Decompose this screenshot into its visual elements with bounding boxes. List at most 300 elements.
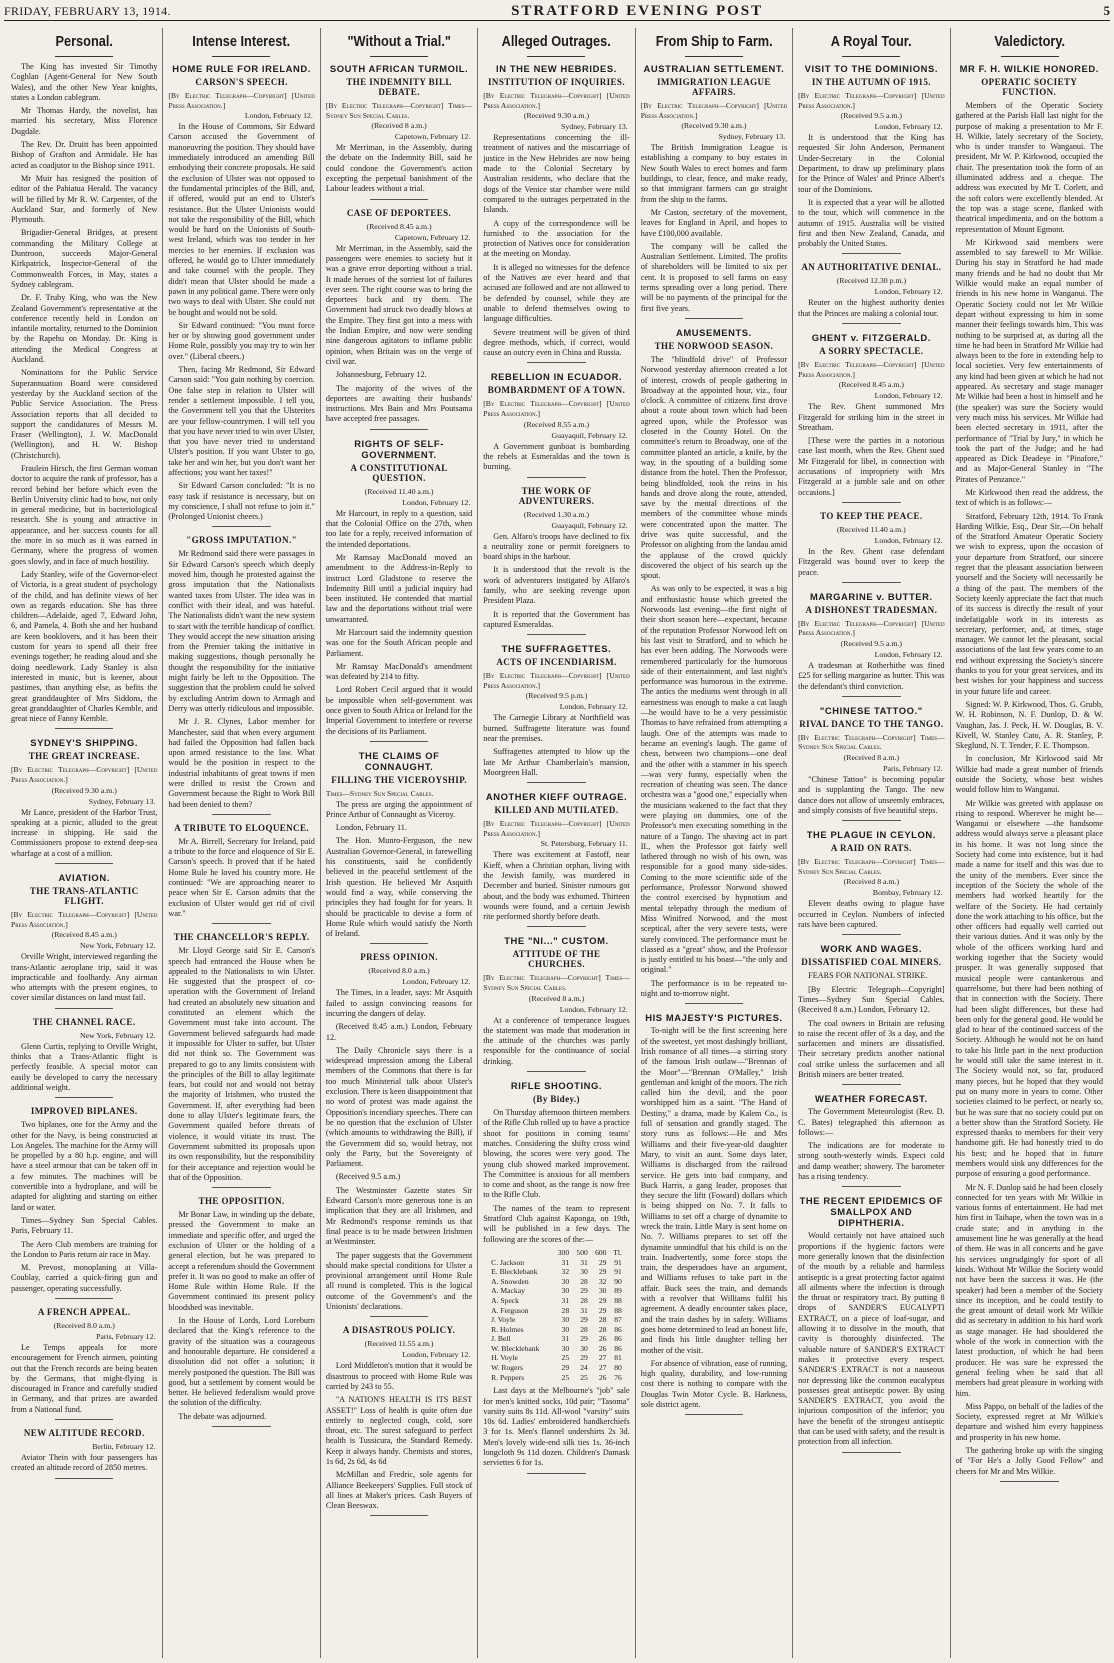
scores-cell: 29 [580,1353,588,1363]
paragraph: Times—Sydney Sun Special Cables. Paris, February 11. [11,1215,158,1236]
scores-cell: 31 [561,1257,570,1267]
scores-cell: 30 [561,1286,570,1296]
scores-cell: 25 [580,1372,588,1382]
section-divider [212,923,271,924]
scores-row [489,1334,624,1344]
scores-row [489,1344,624,1354]
section-divider [212,814,271,815]
article-subhead: RIVAL DANCE TO THE TANGO. [799,718,944,729]
article-headline: THE PLAGUE IN CEYLON. [806,829,936,841]
wire-credit: [By Electric Telegraph—Copyright] [United Press Association.] [640,101,788,120]
section-divider [55,863,114,864]
article-headline: "CHINESE TATTOO." [819,704,923,716]
article [168,63,314,527]
article-headline: THE SUFFRAGETTES. [501,643,612,655]
wire-credit: [By Electric Telegraph—Copyright] [United Press Association.] [483,819,630,838]
paragraph: Gen. Alfaro's troops have declined to fix a neutrality zone or permit foreigners to board ships in the harbour. [483,531,630,562]
section-divider [527,1473,586,1474]
received-time: (Received 8 a.m.) [371,121,427,131]
paragraph: Le Temps appeals for more encouragement for French airmen, pointing out that the French records are being beaten by the Germans, that might-flying is discouraged in France and carefully studied in Germany, and that prizes are awarded from a National fund. [11,1342,158,1414]
column [793,28,950,1658]
article-subhead: NEW ALTITUDE RECORD. [23,1428,145,1439]
column-title: Personal. [20,34,149,57]
article-subhead: A RAID ON RATS. [830,843,912,854]
scores-row [489,1286,624,1296]
article-subhead: A CONSTITUTIONAL QUESTION. [350,462,448,483]
paragraph: A Government gunboat is bombarding the rebels at Esmeraldas and the town is burning. [483,441,630,472]
wire-credit: [By Electric Telegraph—Copyright] [United Press Association.] [11,765,158,784]
scores-header-cell: 300 [557,1247,570,1257]
scores-cell: 86 [614,1324,622,1334]
dateline: London, February 12. [244,111,313,121]
article-headline: ANOTHER KIEFF OUTRAGE. [485,791,628,803]
paragraph: Mr Merriman, in the Assembly, said the passengers were enemies to society but it was a grave error deporting without a trial. It made heroes of the sorriest lot of failures ever seen. The right course was to bring the deportees back and try them. The Government had struck two deadly blows at the Empire. They first got into a mess with the Indian Empire, and now were sending nine dangerous agitators to inflame public opinion, when Britain was on the verge of civil war. [325,243,473,366]
received-time: (Received 8.45 a.m.) [51,930,117,940]
scores-cell: 25 [561,1353,570,1363]
article [641,63,787,319]
article [483,63,629,363]
article [798,63,944,254]
received-time: (Received 1.30 a.m.) [523,509,590,519]
paragraph: Eleven deaths owing to plague have occurred in Ceylon. Numbers of infected rats have been captured. [798,899,945,930]
dateline: Paris, February 12. [883,764,943,774]
paragraph: A tradesman at Rotherhithe was fined £25 for selling margarine as butter. This was the defendant's third conviction. [798,660,945,691]
article-subhead: (By Bidey.) [533,1094,580,1105]
section-divider [55,1097,114,1098]
scores-row [489,1296,624,1306]
article-headline: SYDNEY'S SHIPPING. [30,737,139,749]
article-headline: MARGARINE v. BUTTER. [809,590,933,602]
scores-cell: J. Voyle [491,1315,516,1325]
paragraph: As was only to be expected, it was a big and enthusiastic house which greeted the Norwoods last evening—the first night of their short season here—expectant, because of the reputation Professor Norwood left on his last visit to Stratford, and to which he has ever been adding. The Norwoods were remembered particularly for the humorous side of their entertainment, and last night's performance was humorous in the extreme. The antics the mediums went through in all earnestness was enough to make a cat laugh—he would have to be a very pessimistic Thomas to have refrained from attempting a laugh. One of the attempts was made to became an evening's laugh. The game of chess, between two champions—one deaf and the other with a stammer in his speech—was very funny, especially when the recreation of cheating was seen. The dance orchestra was a "good one," especially when the musicians wakened to the fact that they were playing on dummies, one of the Professor's men executing something in the nature of a Tango. The shaving act in part II., when the Professor got fairly well lathered through no wish of his own, was responsible for a good many side-sides. Coming to the more scientific side of the performance, Professor Norwood showed the control exercised by hypnotism and mental telepathy through the medium of Miss Winifred Norwood, and the most sceptical, after the very severe tests, were surely convinced. The performance must be classed as a "great" show, and the Professor is justly entitled to his boast—"the only and original." [640,584,788,975]
dateline: Guayaquil, February 12. [551,520,628,530]
paragraph: In the Rev. Ghent case defendant Fitzgerald was bound over to keep the peace. [798,546,945,577]
article [798,829,944,935]
article [483,486,629,636]
section-divider [842,820,901,821]
section-divider [842,1084,901,1085]
scores-cell: 80 [614,1363,622,1373]
scores-header-cell [489,1248,552,1258]
article [641,327,787,1004]
article-subhead: A FRENCH APPEAL. [37,1306,131,1317]
paragraph: The coal owners in Britain are refusing to raise the recent offer of 3s a day, and the surfacemen and miners are dissatisfied. Their secretary predicts another national coal strike unless the surfacemen and all British miners are better treated. [798,1018,945,1079]
scores-cell: 31 [580,1257,588,1267]
article-subhead: AN AUTHORITATIVE DENIAL. [801,262,942,273]
paragraph: Mr Thomas Hardy, the novelist, has married his secretary, Miss Florence Dugdale. [11,106,158,136]
paragraph: Mr Redmond said there were passages in Sir Edward Carson's speech which deeply moved him, though he protested against the gross imputation that the Nationalists wanted taxes from Ulster. The idea was in conflict with their ideal, and was hateful. The Nationalists didn't want the new system to start with the terrible handicap of conflict. They would accept the new situation arising from the Premier taking the initiative in making suggestions, though personally he thought the responsibility for the initiative might fairly be left to the Opposition. The suggestion that the problem could be solved by excluding Antrim down to Armagh and Derry was utterly ridiculous and impossible. [168,549,315,713]
paragraph: Mr Ramsay MacDonald's amendment was defeated by 214 to fifty. [325,661,473,682]
article [168,932,314,1188]
article-headline: IN THE NEW HEBRIDES. [496,63,617,74]
section-divider [370,943,429,944]
scores-cell: 26 [598,1334,607,1344]
paragraph: In the House of Commons, Sir Edward Carson accused the Government of manoeuvring the position. They should have immediately introduced an amending Bill embodying their concrete proposals. He said the exclusion of Ulster was not opposed to the fundamental principles of the Bill, and, if offered, would put an end to Ulster's resistance. But the Ulster Unionists would not take the responsibility of the Bill, which would be hard on the Unionists of South-west Ireland, which was too tender in her mercies to her enemies. If exclusion was offered, he would go to Ulster immediately and take counsel with the people. They didn't mean that Ulster should be made a pawn in any political game. There were only two ways to deal with Ulster. She could not be bought and would not be sold. [168,122,315,317]
scores-cell: 31 [580,1305,588,1315]
section-divider [370,1515,429,1516]
section-divider [842,582,901,583]
received-time: (Received 8 a.m.) [843,877,900,887]
paragraph: The indications are for moderate to strong south-westerly winds. Expect cold and damp weather; showery. The barometer has a rising tendency. [798,1141,945,1182]
article [483,935,629,1072]
article [11,1307,157,1420]
article [11,1428,157,1479]
article [798,511,944,583]
scores-cell: 30 [561,1324,570,1334]
scores-cell: 30 [580,1267,588,1277]
paragraph: Members of the Operatic Society gathered at the Parish Hall last night for the purpose of making a presentation to Mr F. H. Wilkie, lately secretary of the Society, who is under transfer to Wanganui. The president, Mr W. P. Kirkwood, occupied the chair. The presentation took the form of an illuminated address and a cheque. The address was executed by Mr T. Corlett, and the soft colors were excellently blended. At the top was a stage scene, flanked with theatrical impedimenta, and on the bottom a representation of Mount Egmont. [955,101,1103,234]
paragraph: Suffragettes attempted to blow up the late Mr Arthur Chamberlain's mansion, Moorgreen Hall. [483,747,630,777]
paragraph: Sir Edward continued: "You must force her or by showing good government under Home Rule, possibly you may try to win her over." (Liberal cheers.) [168,320,315,361]
paragraph: The Government Meteorologist (Rev. D. C. Bates) telegraphed this afternoon as follows:— [798,1107,945,1137]
dateline: Sydney, February 13. [718,132,786,142]
received-time: (Received 9.30 a.m.) [523,111,590,121]
paragraph: The King has invested Sir Timothy Coghlan (Agent-General for New South Wales), and the other New Year knights, states a London cablegram. [11,62,158,102]
paragraph: The company will be called the Australian Settlement. Limited. The profits of shareholders will be limited to six per cent. It is proposed to sell farms on easy terms spreading over a long period. There will be no payments of the principal for the first five years. [640,241,788,313]
paragraph: The Rev. Dr. Druitt has been appointed Bishop of Grafton and Armidale. He has acted as coadjutor to the Bishop since 1911. [11,140,158,170]
scores-cell: 32 [598,1276,607,1286]
scores-cell: 30 [561,1343,570,1353]
article-headline: REBELLION IN ECUADOR. [490,371,623,383]
paragraph: Mr N. F. Dunlop said he had been closely connected for ten years with Mr Wilkie in various forms of entertainment. He had met him first in Taihape, when the town was in a crude state; and in anything in the amusement line he was generally at the head of them. He was in all concerts and he gave his services ungrudgingly for sport of all kinds. Without Mr Wilkie the Society would not have been the success it was. He (the speaker) had been a member of the Society since its inception, and he could testify to the great amount of detail work Mr Wilkie did as secretary in addition to his hard work as stage manager. He had shouldered the whole of the work in connection with the latest production, of which he had been producer. He was sure he expressed the general feeling when he said that all members had great pleasure in working with him. [955,1182,1103,1398]
scores-cell: 29 [598,1267,607,1277]
article-subhead: ATTITUDE OF THE CHURCHES. [512,949,601,970]
masthead [4,2,1110,21]
page-number: 5 [1103,3,1110,18]
scores-cell: 29 [561,1363,570,1373]
received-time: (Received 9.30 a.m.) [681,121,747,131]
dateline: Capetown, February 12. [394,132,471,142]
section-divider [527,926,586,927]
paragraph: Signed: W. P. Kirkwood, Thos. G. Grubb, W. H. Robinson, N. F. Dunlop, D. & W. Vaughan, Jas. J. Peck, H. W. Douglas, B. V. Kivell, W. Stanley Cato, A. R. Stanley, P. Skeglund, N. T. Tender, F. E. Thompson. [955,699,1103,751]
paragraph: Mr Wilkie was greeted with applause on rising to respond. Wherever he might be—Wanganui or elsewhere —the handsome address would always serve a pleasant place in his home. It was not long since the Society had come into existence, but it had made a name for itself and this was due to the unity of the members. Ever since the inception of the Society the whole of the members had worked heartily for the welfare of the Society. He had certainly done the work attaching to his office, but the other officers had equally well carried out their various duties. And it was only by the whole of the officers working hard and working together that the Society would prosper. It was generally supposed that musical people were cantankerous and quarrelsome, but there had been nothing of that in connection with the Society. There had been slight differences, but these had been only for the general good. He would be glad to hear of the continued success of the Society. Although he would not be on hand to take his little part in the next production he would still take the same interest in it. The Society would not, so far, produced many pieces, but he hoped that they would put on many more in years to come. Other societies claimed to be perfect, or nearly so, but he was sure that no society could put on a better show than the Stratford Society. He expressed thanks to members for their very handsome gift. He had honestly tried to do his best; and he hoped that in future members would sink any differences for the purpose of ensuring a good performance. [955,798,1103,1179]
article-subhead: A DISASTROUS POLICY. [342,1325,456,1336]
dateline: London, February 12. [874,391,943,401]
article-subhead: THE GREAT INCREASE. [28,751,140,762]
paragraph: Fraulein Hirsch, the first German woman doctor to acquire the rank of professor, has a record behind her before which even the Berlin University clinic had to bow, not only in general medicine, but in bacteriological research. She is young and attractive in appearance, and her success counts for all the more in so much as it was earned in Germany, where the progress of women goes slowly, and in face of much hostility. [11,463,158,566]
paragraph: In the House of Lords, Lord Loreburn declared that the King's reference to the gravity of the situation was a courageous and honourable departure. He considered a dissolution did not offer a solution; it merely postponed the question. The Bill was good, but a settlement by consent would be better. He believed federalism would prove the solution of the difficulty. [168,1316,315,1408]
wire-credit: [By Electric Telegraph—Copyright] [United Press Association.] [483,399,630,419]
received-time: (Received 9.30 a.m.) [51,785,117,795]
received-time: (Received 8.0 a.m.) [53,1320,115,1330]
section-divider [55,1298,114,1299]
section-divider [842,253,901,254]
article-headline: AMUSEMENTS. [675,326,752,338]
article [483,643,629,783]
paragraph: Stratford, February 12th, 1914. To Frank Harding Wilkie, Esq., Dear Sir,—On behalf of the Stratford Amateur Operatic Society we wish to express, upon the occasion of your departure from Stratford, our sincere regret that the pleasant association between yourself and the Society will necessarily be a thing of the past. The members of the Society keenly appreciate the fact that much of its success is directly the result of your indefatigable work in its interests as secretary, performer, and, at times, stage manager. We cannot let the pleasant, social associations of the last few years come to an end without expressing the Society's sincere thanks to you for your great services, and its best wishes for your happiness and success in your future life and career. [955,511,1103,696]
received-time: (Received 8 a.m.) [528,993,585,1003]
article-headline: MR F. H. WILKIE HONORED. [959,63,1099,74]
scores-cell: A. Speck [491,1295,519,1305]
paragraph: The Hon. Munro-Ferguson, the new Australian Governor-General, in farewelling his constituents, said he confidently believed in the peaceful settlement of the Irish question. He believed Mr Asquith would find a way, while conserving the principles they had fought for for years. It should be practicable to devise a form of Home Rule which would satisfy the North of Ireland. [325,836,473,939]
scores-cell: A. Mackay [491,1286,525,1296]
scores-cell: 88 [614,1305,622,1315]
article [326,208,472,430]
article-subhead: THE INDEMNITY BILL DEBATE. [346,77,452,97]
article-subhead: FILLING THE VICEROYSHIP. [331,774,467,785]
scores-cell: 91 [614,1267,622,1277]
paragraph: At a conference of temperance leagues the statement was made that moderation in the attitude of the churches was partly responsible for the continuance of social drinking. [483,1015,630,1066]
article-subhead: PRESS OPINION. [360,952,438,963]
paragraph: Aviator Thein with four passengers has created an altitude record of 2850 metres. [11,1453,158,1473]
paragraph: Orville Wright, interviewed regarding the trans-Atlantic aeroplane trip, said it was impracticable and foolhardy. Any airman who attempts with the present engines, to cover similar distances on land must fail. [11,952,158,1003]
article [798,943,944,1085]
article-subhead: A TRIBUTE TO ELOQUENCE. [174,822,309,833]
section-divider [1000,1481,1059,1482]
article-subhead: THE OPPOSITION. [198,1196,285,1207]
received-time: (Received 8.45 a.m.) [838,380,904,390]
section-divider [370,199,429,200]
scores-header-cell: 600 [595,1247,607,1257]
scores-cell: H. Voyle [491,1353,518,1363]
section-divider [527,362,586,363]
paragraph: In conclusion, Mr Kirkwood said Mr Wilkie had made a great number of friends outside the Society, whose best wishes would follow him to Wanganui. [955,754,1103,795]
wire-credit: [By Electric Telegraph—Copyright] [United Press Association.] [11,910,158,929]
scores-row [489,1258,624,1268]
article-subhead: TO KEEP THE PEACE. [820,510,923,521]
column [321,28,478,1658]
paragraph: Last days at the Melbourne's "job" sale for men's knitted socks, 10d pair; "Tasoma" varsity suits 8s 11d. All-wool "varsity" suits 10s 6d. Ladies' embroidered handkerchiefs 3 for 1s. Men's flannel undershirts 2s 3d. Men's lovely wide-end silk ties 1s. 36-inch longcloth 9s 11d dozen. Children's Damask serviettes 6 for 1s. [483,1386,630,1468]
column-title: "Without a Trial." [335,34,464,57]
article [483,1080,629,1474]
section-divider [55,1478,114,1479]
scores-cell: 28 [561,1305,570,1315]
paragraph: Representations concerning the ill-treatment of natives and the miscarriage of justice in the New Hebrides are now being made to the Colonial Secretary by Australian residents, who declare that the dogs of the Venice star chamber were mild compared to the outrages perpetrated in the Islands. [483,133,630,215]
article-headline: RIGHTS OF SELF-GOVERNMENT. [354,437,444,460]
scores-row [489,1315,624,1325]
article [798,1195,944,1452]
wire-credit: [By Electric Telegraph—Copyright] [United Press Association.] [798,618,945,638]
received-time: (Received 8.45 a.m.) [366,221,432,231]
paragraph: The Carnegie Library at Northfield was burned. Suffragette literature was found near the premises. [483,713,630,743]
section-divider [527,634,586,635]
article-headline: GHENT v. FITZGERALD. [811,332,931,344]
article-subhead: THE TRANS-ATLANTIC FLIGHT. [29,886,139,907]
dateline: Guayaquil, February 12. [551,430,628,440]
paragraph: Mr Harcourt said the indemnity question was one for the South African people and Parliament. [325,627,473,658]
article-subhead: IMMIGRATION LEAGUE AFFAIRS. [657,77,771,97]
dateline: Sydney, February 13. [561,122,628,132]
scores-cell: 31 [561,1334,570,1344]
received-time: (Received 11.40 a.m.) [836,524,906,534]
scores-cell: 29 [580,1315,588,1325]
received-time: (Received 11.55 a.m.) [364,1339,434,1349]
scores-cell: A. Ferguson [491,1305,529,1315]
received-time: (Received 11.40 a.m.) [364,486,434,496]
paragraph: "Chinese Tattoo" is becoming popular and is supplanting the Tango. The new dance does not allow of unseemly embraces, and simply consists of five beautiful steps. [798,775,945,815]
article-subhead: KILLED AND MUTILATED. [494,805,619,816]
section-divider [685,1414,744,1415]
column-title: Intense Interest. [177,34,306,57]
section-divider [842,502,901,503]
article-headline: RIFLE SHOOTING. [510,1080,603,1092]
dateline: London, February 12. [874,535,943,545]
article-headline: HOME RULE FOR IRELAND. [172,63,311,74]
dateline: Paris, February 12. [96,1331,156,1341]
wire-credit: [By Electric Telegraph—Copyright] [United Press Association.] [483,671,630,690]
article [326,952,472,1317]
article-subhead: THE CHANCELLOR'S REPLY. [173,932,310,943]
dateline: Capetown, February 12. [394,232,471,242]
paragraph: Severe treatment will be given of third degree methods, which, if correct, would cause an outcry even in China and Russia. [483,327,630,358]
paragraph: Mr A. Birrell, Secretary for Ireland, paid a tribute to the force and eloquence of Sir E. Carson's speech. It proved that if he hated Home Rule he loved his country more. He continued: "We are approaching nearer to peace when Sir E. Carson admits that the exclusion of Ulster would get rid of civil war." [168,836,315,918]
section-divider [527,477,586,478]
wire-credit: [By Electric Telegraph—Copyright] [United Press Association.] [798,91,945,110]
dateline: London, February 12. [402,497,471,507]
paragraph: The Rev. Ghent summoned Mrs Fitzgerald for striking him in the street in Streatham. [798,402,945,432]
article-headline: VISIT TO THE DOMINIONS. [804,63,939,74]
paragraph: Lord Middleton's motion that it would be disastrous to proceed with Home Rule was carried by 243 to 55. [325,1361,473,1391]
wire-credit: [By Electric Telegraph—Copyright] Times—Sydney Sun Special Cables. [798,857,945,876]
paragraph: The "blindfold drive" of Professor Norwood yesterday afternoon created a lot of interest, crowds of people gathering in Broadway at the appointed hour, viz., four o'clock. A committee of citizens first drove about a route about town which had been agreed upon, while the Professor was closeted in the County Hotel. On the committee's return to Broadway, one of the committee planted an article, a knife, by the way, in the spouting of a building some distance from the hotel. Then the Professor, being blindfolded, took the reins in his hands and drove along the route, attended, save by the mental directions of the members of the committee whose minds were concentrated upon the matter. The drive was quite successful, and the Professor on alighting from the landau amid the applause of the crowd quickly discovered the object of his search up the spout. [640,354,788,581]
scores-cell: 29 [580,1334,588,1344]
paragraph: The gathering broke up with the singing of "For He's a Jolly Good Fellow" and cheers for Mr and Mrs Wilkie. [955,1446,1103,1476]
scores-cell: W. Blecklebank [491,1343,540,1353]
paragraph: The paper suggests that the Government should make special conditions for Ulster a provisional arrangement until Home Rule all round is completed. This is the logical outcome of the Government's and the Unionists' declarations. [325,1250,473,1312]
article [483,371,629,477]
scores-cell: 32 [561,1267,570,1277]
scores-cell: 89 [614,1286,622,1296]
article-subhead: THE WORK OF ADVENTURERS. [518,485,595,506]
scores-row [489,1363,624,1373]
received-time: (Received 9.5 a.m.) [840,638,902,648]
article [11,872,157,1009]
paragraph: For absence of vibration, ease of running, high quality, durability, and low-running cost there is nothing to compare with the Douglas Twin Motor Cycle. B. Harkness, sole district agent. [640,1358,788,1410]
section-divider [842,696,901,697]
scores-cell: 28 [580,1324,588,1334]
paragraph: Reuter on the highest authority denies that the Princes are making a colonial tour. [798,298,945,318]
article-subhead: CARSON'S SPEECH. [195,77,288,87]
column-title: Alleged Outrages. [492,34,621,57]
columns-container [6,28,1108,1658]
paragraph: Mr Harcourt, in reply to a question, said that the Colonial Office on the 27th, when too late for a reply, received information of the intended deportations. [325,508,473,549]
article-headline: AUSTRALIAN SETTLEMENT. [643,63,785,74]
paragraph: London, February 11. [335,823,407,833]
paragraph: Glenn Curtis, replying to Orville Wright, thinks that a Trans-Atlantic flight is perfectly feasible. A special motor can easily be developed to carry the necessary additional weight. [11,1041,158,1092]
section-divider [55,728,114,729]
article [11,737,157,864]
scores-cell: 28 [580,1276,588,1286]
article-subhead: CASE OF DEPORTEES. [346,207,452,218]
paragraph: Mr Merriman, in the Assembly, during the debate on the Indemnity Bill, said he could condone the Government's action excepting the perpetual banishment of the Labour leaders without a trial. [325,143,473,194]
dateline: Berlin, February 12. [92,1442,156,1452]
paragraph: [By Electric Telegraph—Copyright] Times—Sydney Sun Special Cables. (Received 8 a.m.) London, February 12. [798,984,945,1015]
dateline: London, February 12. [559,1004,628,1014]
column [951,28,1108,1658]
paragraph: (Received 9.5 a.m.) [335,1172,401,1182]
article-headline: AVIATION. [58,872,110,884]
paragraph: The names of the team to represent Stratford Club against Kaponga, on 19th, will be published in a few days. The following are the scores of the:— [483,1203,630,1244]
paragraph: "A NATION'S HEALTH IS ITS BEST ASSET!" Loss of health is quite often due entirely to neglected cough, cold, sore throat, etc. The surest safeguard to perfect health is Tussicura, the Standard Remedy. Keep it always handy. Chemists and stores, 1s 6d, 2s 6d, 4s 6d [325,1395,473,1466]
paragraph: Mr Kirkwood said members were assembled to say farewell to Mr Wilkie. During his stay in Stratford he had made many friends and he had no doubt that Mr Wilkie would make an equal number of friends in his new home in Wanganui. The Operatic Society could not let Mr Wilkie depart without expressing to him in some manner their feelings towards him. This was nothing to be surprised at, as during all the time he had been in Stratford Mr Wilkie had always been to the fore in extending help to local societies. Very few entertainments of any kind had been given at which he had not appeared. As secretary and stage manager Mr Wilkie had been a host in himself and he (the speaker) was sure the Society would very much miss his services. Mr Wilkie had been elected secretary in 1911, after the performance of "Trial by Jury," in which he took the part of the Judge; and he had appeared as Dick Deadeye in "Pinafore," and as Major-General Stanley in "The Pirates of Penzance." [955,237,1103,484]
article [11,1017,157,1098]
received-time: (Received 8.0 a.m.) [368,966,430,976]
paragraph: Mr Ramsay MacDonald moved an amendment to the Address-in-Reply to instruct Lord Gladstone to reserve the Indemnity Bill until a judicial inquiry had been instituted. He contended that martial law and the deportations without trial were unwarranted. [325,552,473,624]
issue-date: FRIDAY, FEBRUARY 13, 1914. [4,3,171,18]
article [798,262,944,324]
article-subhead: IMPROVED BIPLANES. [30,1106,138,1117]
column-title: Valedictory. [964,34,1094,57]
section-divider [370,1316,429,1317]
paper-title: STRATFORD EVENING POST [511,2,764,19]
dateline: London, February 12. [874,122,943,132]
received-time: (Received 9.5 a.m.) [840,111,902,121]
wire-credit: [By Electric Telegraph—Copyright] Times—Sydney Sun Special Cables. [325,101,473,120]
scores-cell: 31 [561,1295,570,1305]
scores-cell: 81 [614,1353,622,1363]
paragraph: Would certainly not have attained such proportions if the hygienic factors were more generally known that the disinfection of the mouth by a reliable and harmless antiseptic is a great protecting factor against all ailments where the infection is through the throat or respiratory tract. By putting 8 drops of SANDER'S EUCALYPTI EXTRACT, on a piece of loaf-sugar, and allowing it to dissolve in the mouth, that cavity is thoroughly disinfected. The valuable nature of SANDER'S EXTRACT makes it protective every respect. SANDER'S EXTRACT is not a nauseous nor depressing like the common eucalyptus possesses great antiseptic power. By using SANDER'S EXTRACT, you avoid the injurious composition of the inferior; you have the benefit of the strongest antiseptic that can be used with safety, and the result is protection from all infection. [798,1231,945,1447]
article [11,1106,157,1299]
dateline: London, February 12. [874,649,943,659]
scores-cell: C. Jackson [491,1257,525,1267]
section-divider [212,1426,271,1427]
section-divider [685,1003,744,1004]
article-subhead: INSTITUTION OF INQUIRIES. [488,77,625,87]
paragraph: Dr. F. Truby King, who was the New Zealand Government's representative at the conference recently held in London on infantile mortality, returned to the Dominion by the Rapehu on Monday. Dr. King is attending the Medical Congress at Auckland. [11,293,158,365]
dateline: London, February 12. [874,287,943,297]
scores-cell: J. Bell [491,1334,511,1344]
paragraph: [These were the parties in a notorious case last month, when the Rev. Ghent sued Mr Fitzgerald for libel, in connection with accusations of impropriety with Mrs Fitzgerald at a jumble sale and on other occasions.] [798,436,945,497]
article [641,1012,787,1415]
scores-cell: 26 [598,1372,607,1382]
article [326,438,472,742]
scores-cell: E. Blecklebank [491,1267,538,1277]
article [326,1325,472,1516]
received-time: (Received 9.5 p.m.) [525,691,588,701]
article-headline: THE CLAIMS OF CONNAUGHT. [358,749,440,772]
paragraph: Nominations for the Public Service Superannuation Board were considered yesterday by the Auckland section of the Public Service Association. The Press Association reports that all decided to support the candidatures of Messrs M. Fraser (Wellington), J. W. MacDonald (Wellington), and H. W. Bishop (Christchurch). [11,368,158,460]
article-subhead: A SORRY SPECTACLE. [819,346,924,357]
paragraph: M. Prevost, monoplaning at Villa-Coublay, carried a quick-firing gun and passenger, operating successfully. [11,1263,158,1293]
scores-cell: 27 [598,1353,607,1363]
scores-cell: 76 [614,1372,622,1382]
article-headline: WORK AND WAGES. [820,943,923,955]
paragraph: Mr Muir has resigned the position of editor of the Pahiatua Herald. The vacancy will be filled by Mr R. W. Carpenter, of the Auckland Star, and formerly of New Plymouth. [11,173,158,225]
article [956,63,1103,1482]
scores-row [489,1325,624,1335]
scores-header-cell: Tl. [613,1247,622,1257]
column [6,28,163,1658]
paragraph: Lord Robert Cecil argued that it would be impossible when self-government was once given to South Africa or Ireland for the Imperial Government to interfere or reverse the decisions of its Parliament. [325,685,473,736]
received-time: (Received 8.55 a.m.) [523,419,590,429]
dateline: St. Petersburg, February 11. [540,839,628,849]
article-headline: THE "NI..." CUSTOM. [504,935,609,947]
scores-cell: 30 [598,1286,607,1296]
section-divider [370,429,429,430]
section-divider [842,934,901,935]
section-divider [842,1186,901,1187]
column [636,28,793,1658]
paragraph: A copy of the correspondence will be furnished to the association for the protection of Natives once for consideration at the meeting on Monday. [483,218,630,259]
scores-cell: 30 [561,1315,570,1325]
scores-row [489,1306,624,1316]
article-subhead: BOMBARDMENT OF A TOWN. [487,385,626,396]
paragraph: Johannesburg, February 12. [335,370,427,380]
article-headline: WEATHER FORECAST. [815,1093,928,1105]
paragraph: On Thursday afternoon thirteen members of the Rifle Club rolled up to have a practice shoot for positions in coming teams' matches. Considering the shifty cross wind blowing, the scores were very good. The young club showed marked improvement. The Committee is anxious for all members to come and shoot, as the range is now free to the Rifle Club. [483,1108,630,1200]
paragraph: The performance is to be repeated to-night and to-morrow night. [640,978,788,999]
article-subhead: THE NORWOOD SEASON. [654,340,774,351]
article-subhead: "GROSS IMPUTATION." [186,535,298,546]
paragraph: Brigadier-General Bridges, at present commanding the Military College at Duntroon, succeeds Major-General Kirkpatrick, Inspector-General of the Commonwealth Forces, in May, states a Sydney cablegram. [11,228,158,289]
paragraph: FEARS FOR NATIONAL STRIKE. [808,971,928,981]
article [326,63,472,200]
article [168,1196,314,1427]
article [483,791,629,927]
section-divider [842,323,901,324]
article-subhead: IN THE AUTUMN OF 1915. [811,77,931,87]
section-divider [527,1071,586,1072]
